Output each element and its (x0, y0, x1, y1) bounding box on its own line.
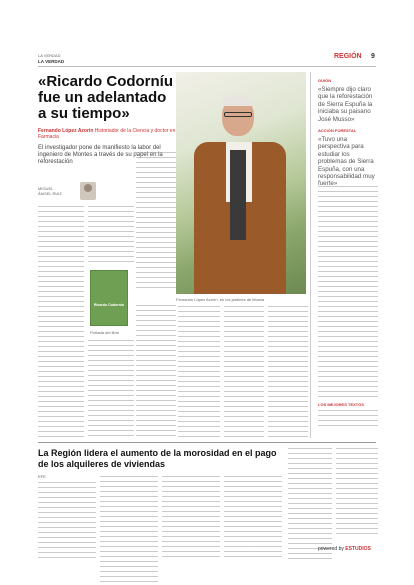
bottom-col-4 (224, 476, 282, 560)
bottom-col-1 (38, 482, 96, 560)
photo-caption: Fernando López Azorín, en los jardines de Murcia (176, 297, 265, 302)
author-tag-last: ÁNGEL RUIZ (38, 191, 62, 196)
page-number: 9 (371, 53, 375, 60)
footer-brand-2: ESTUDIOS (345, 546, 371, 552)
article-column-3b (136, 305, 176, 438)
header-date: LA VERDAD (38, 53, 61, 58)
article-column-1 (38, 206, 84, 438)
sidebar-divider (310, 72, 311, 438)
sidebar-footer-note: LOS MEJORES TEXTOS (318, 402, 364, 407)
bottom-col-2 (100, 476, 158, 582)
sidebar-column-text (318, 186, 378, 398)
mid-rule (38, 442, 376, 443)
bottom-col-3 (162, 476, 220, 560)
header-section: LA VERDAD (38, 59, 65, 64)
author-tag-first: MIGUEL (38, 186, 54, 191)
article-column-3 (136, 152, 176, 292)
sidebar-kicker-1: GUIÓN (318, 78, 332, 83)
main-headline: «Ricardo Codorníu fue un adelantado a su tiempo» (38, 73, 174, 122)
bottom-col-6 (336, 448, 378, 538)
region-label: REGIÓN (334, 53, 362, 60)
byline (38, 128, 178, 140)
author-tag (38, 186, 62, 196)
sidebar-kicker-2: ACCIÓN FORESTAL (318, 128, 357, 133)
footer-brand-1: powered by (318, 546, 344, 552)
bottom-col-5 (288, 448, 332, 560)
sidebar-quote-2: «Tuvo una perspectiva para estudiar los problemas de Sierra Espuña, con una responsabilidad muy fuerte» (318, 136, 375, 188)
sidebar-footer-lines (318, 410, 378, 430)
bottom-headline: La Región lidera el aumento de la morosidad en el pago de los alquileres de viviendas (38, 448, 277, 469)
footer-brand (318, 546, 371, 552)
article-column-5 (224, 306, 264, 438)
article-column-2 (88, 206, 134, 266)
sidebar-quote-1: «Siempre dijo claro que la reforestación de Sierra Espuña la iniciaba su paisano José Musso» (318, 86, 373, 123)
article-column-4 (178, 306, 220, 438)
byline-name: Fernando López Azorín (38, 128, 94, 134)
bottom-author: EFE (38, 474, 46, 479)
book-caption: Portada del libro (90, 330, 120, 335)
author-avatar (80, 182, 96, 200)
article-column-2b (88, 340, 134, 438)
article-column-6 (268, 306, 308, 438)
portrait-photo (176, 72, 306, 294)
lead-paragraph: El investigador pone de manifiesto la labor del ingeniero de Montes a través de su papel en la reforestación (38, 145, 163, 166)
header-rule (38, 66, 376, 67)
byline-role: Historiador de la Ciencia y doctor en Farmacia (38, 128, 176, 140)
book-cover (90, 270, 128, 326)
book-cover-title: Ricardo Codorníu (93, 303, 125, 307)
